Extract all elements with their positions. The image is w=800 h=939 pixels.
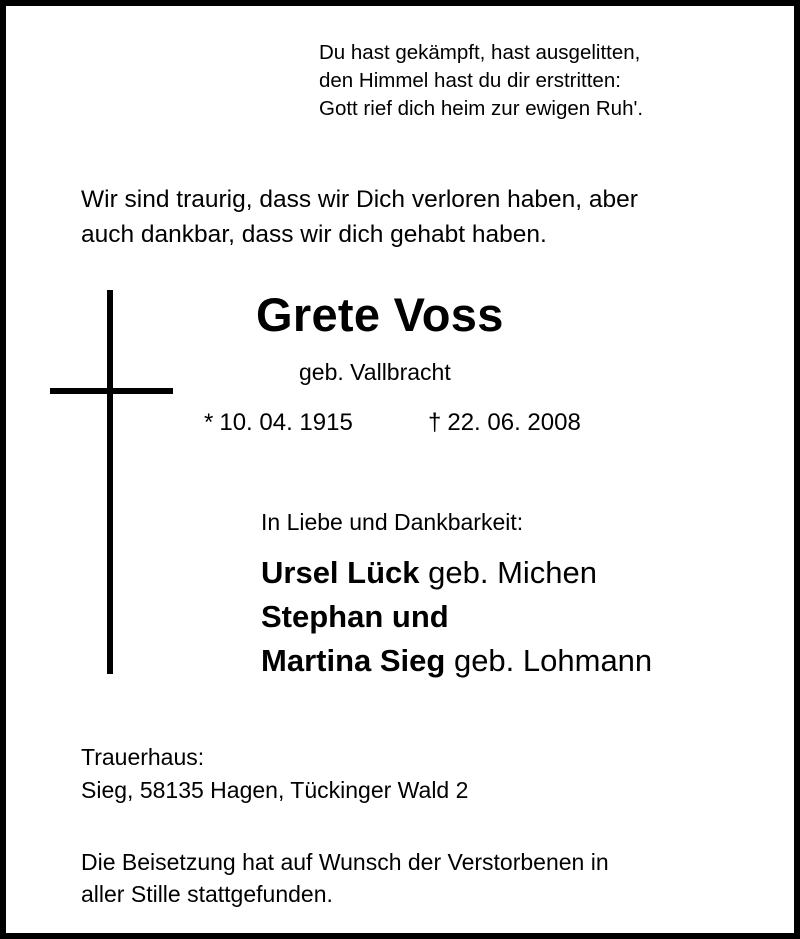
mourner-note: geb. Lohmann <box>453 643 653 678</box>
cross-icon-horizontal-bar <box>50 388 173 394</box>
intro-text <box>81 182 638 252</box>
verse-line-2: den Himmel hast du dir erstritten: <box>319 69 621 92</box>
death-dagger-icon: † <box>428 409 442 436</box>
cross-icon-vertical-bar <box>107 290 113 674</box>
intro-line-2: auch dankbar, dass wir dich gehabt haben. <box>81 221 547 248</box>
mourning-house-address: Sieg, 58135 Hagen, Tückinger Wald 2 <box>81 777 469 803</box>
mourner-note: geb. Michen <box>428 555 598 590</box>
birth-date: 10. 04. 1915 <box>219 409 353 436</box>
deceased-name: Grete Voss <box>256 288 504 341</box>
mourner-name: Martina Sieg <box>261 643 446 678</box>
mourner-name: Ursel Lück <box>261 555 420 590</box>
birth-date-line <box>204 407 353 439</box>
death-date: 22. 06. 2008 <box>447 409 581 436</box>
intro-line-1: Wir sind traurig, dass wir Dich verloren haben, aber <box>81 186 638 213</box>
mourner-name: Stephan und <box>261 599 449 634</box>
verse-line-1: Du hast gekämpft, hast ausgelitten, <box>319 41 641 64</box>
mourner-entry <box>261 639 652 683</box>
closing-text <box>81 846 609 910</box>
death-date-line <box>428 407 581 439</box>
mourner-entry <box>261 595 652 639</box>
mourner-entry <box>261 551 652 595</box>
mourning-house-label: Trauerhaus: <box>81 744 205 770</box>
closing-line-1: Die Beisetzung hat auf Wunsch der Verstorbenen in <box>81 849 609 875</box>
mourners-list <box>261 551 652 683</box>
verse-line-3: Gott rief dich heim zur ewigen Ruh'. <box>319 97 644 120</box>
love-and-gratitude-line: In Liebe und Dankbarkeit: <box>261 509 524 535</box>
memorial-verse <box>319 39 643 123</box>
deceased-maiden-name: geb. Vallbracht <box>299 359 451 385</box>
closing-line-2: aller Stille stattgefunden. <box>81 881 333 907</box>
birth-star-icon: * <box>204 409 214 436</box>
